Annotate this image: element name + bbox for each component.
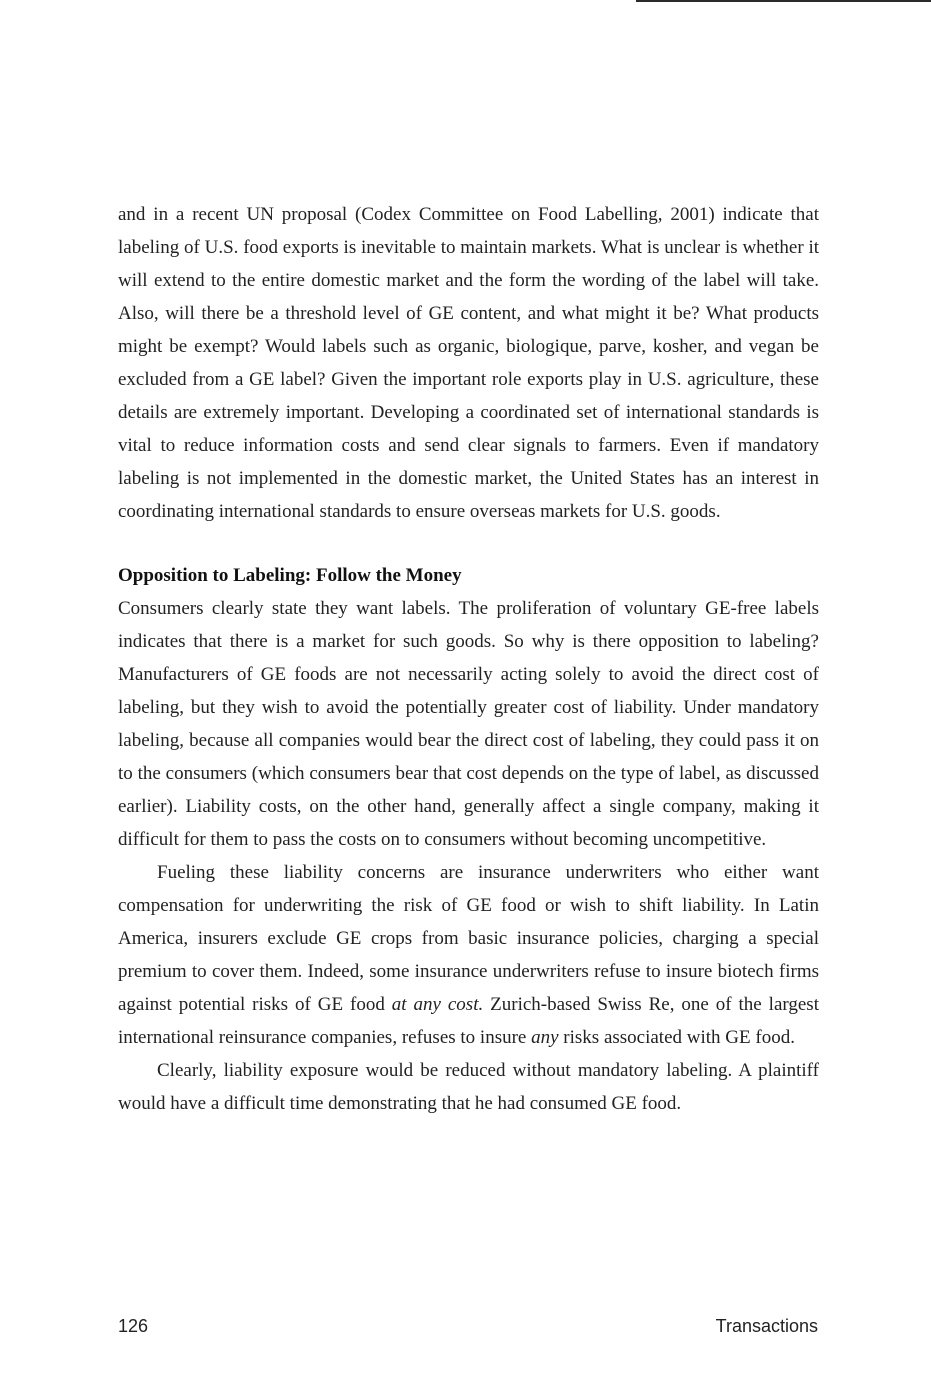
text-span: risks associated with GE food. bbox=[558, 1027, 795, 1048]
body-paragraph-continued: and in a recent UN proposal (Codex Committee on Food Labelling, 2001) indicate that labeling of U.S. food exports is inevitable to maintain markets. What is unclear is whether it will extend to the entire domestic market and the form the wording of the label will take. Also, will there be a threshold level of GE content, and what might it be? What products might be exempt? Would labels such as organic, biologique, parve, kosher, and vegan be excluded from a GE label? Given the important role exports play in U.S. agriculture, these details are extremely important. Developing a coordinated set of international standards is vital to reduce information costs and send clear signals to farmers. Even if mandatory labeling is not implemented in the domestic market, the United States has an interest in coordinating international standards to ensure overseas markets for U.S. goods. bbox=[118, 204, 819, 522]
page-body bbox=[118, 198, 819, 1120]
page-number: 126 bbox=[118, 1316, 149, 1336]
text-span: Fueling these liability concerns are insurance underwriters who either want compensation for underwriting the risk of GE food or wish to shift liability. In Latin America, insurers exclude GE crops from basic insurance policies, charging a special premium to cover them. Indeed, some insurance underwriters refuse to insure biotech firms against potential risks of GE food bbox=[118, 862, 819, 1015]
running-footer-title: Transactions bbox=[715, 1316, 818, 1336]
emphasis-text: at any cost. bbox=[391, 994, 484, 1015]
page-footer bbox=[118, 1316, 818, 1344]
top-rule bbox=[636, 0, 931, 2]
body-paragraph-conclusion: Clearly, liability exposure would be reduced without mandatory labeling. A plaintiff would have a difficult time demonstrating that he had consumed GE food. bbox=[118, 1060, 819, 1114]
emphasis-text: any bbox=[531, 1027, 559, 1048]
text-span: Zurich-based Swiss Re, one of the largest international reinsurance companies, refuses to insure bbox=[118, 994, 819, 1048]
body-paragraph-liability bbox=[118, 856, 819, 1054]
section-heading: Opposition to Labeling: Follow the Money bbox=[118, 565, 462, 586]
body-paragraph-opposition: Consumers clearly state they want labels. The proliferation of voluntary GE-free labels indicates that there is a market for such goods. So why is there opposition to labeling? Manufacturers of GE foods are not necessarily acting solely to avoid the direct cost of labeling, but they wish to avoid the potentially greater cost of liability. Under mandatory labeling, because all companies would bear the direct cost of labeling, they could pass it on to the consumers (which consumers bear that cost depends on the type of label, as discussed earlier). Liability costs, on the other hand, generally affect a single company, making it difficult for them to pass the costs on to consumers without becoming uncompetitive. bbox=[118, 598, 819, 850]
